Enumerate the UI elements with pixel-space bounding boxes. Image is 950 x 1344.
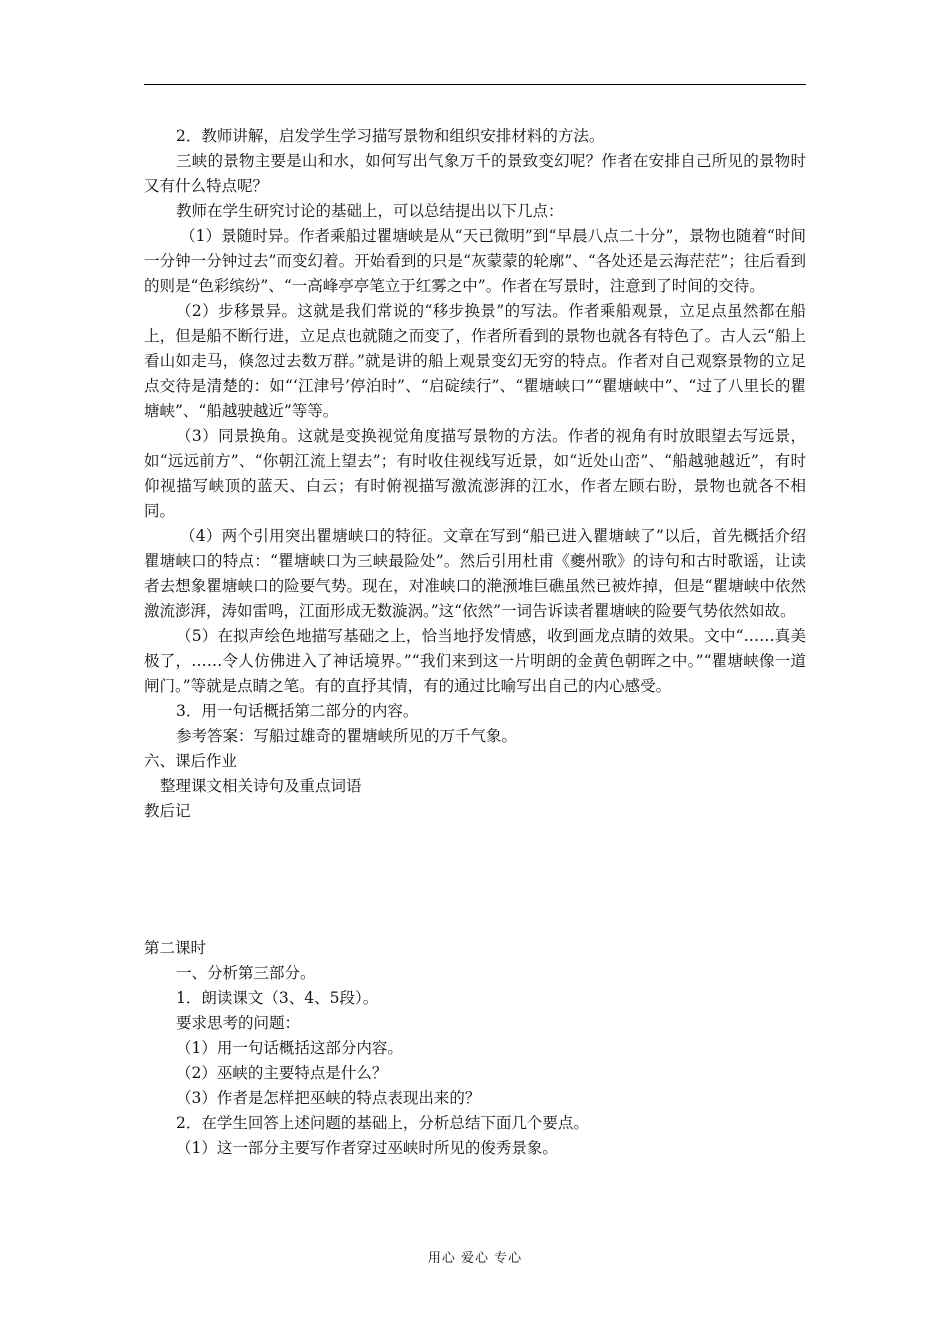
paragraph-point-5: （5）在拟声绘色地描写基础之上，恰当地抒发情感，收到画龙点睛的效果。文中“……真美极了，……令人仿佛进入了神话境界。”“我们来到这一片明朗的金黄色朝晖之中。”“瞿塘峡像一道闸门。”等就是点睛之笔。有的直抒其情，有的通过比喻写出自己的内心感受。 xyxy=(144,627,806,695)
question-2: （2）巫峡的主要特点是什么？ xyxy=(176,1064,388,1082)
paragraph-summary-intro: 教师在学生研究讨论的基础上，可以总结提出以下几点： xyxy=(176,202,564,220)
question-1: （1）用一句话概括这部分内容。 xyxy=(176,1039,403,1057)
paragraph-teacher-explain: 2．教师讲解，启发学生学习描写景物和组织安排材料的方法。 xyxy=(176,127,605,145)
line-questions-intro: 要求思考的问题： xyxy=(176,1014,301,1032)
page-footer: 用心 爱心 专心 xyxy=(427,1251,523,1266)
heading-homework: 六、课后作业 xyxy=(144,752,238,770)
document-body xyxy=(144,124,806,1161)
paragraph-task-3: 3．用一句话概括第二部分的内容。 xyxy=(176,702,419,720)
heading-second-lesson: 第二课时 xyxy=(144,939,207,957)
line-read-aloud: 1．朗读课文（3、4、5段）。 xyxy=(176,989,379,1007)
line-analyze-part-3: 一、分析第三部分。 xyxy=(176,964,316,982)
line-analysis-points: 2．在学生回答上述问题的基础上，分析总结下面几个要点。 xyxy=(176,1114,589,1132)
header-rule xyxy=(144,84,806,85)
homework-item: 整理课文相关诗句及重点词语 xyxy=(160,777,362,795)
paragraph-point-3: （3）同景换角。这就是变换视觉角度描写景物的方法。作者的视角有时放眼望去写远景，如“远远前方”、“你朝江流上望去”；有时收住视线写近景，如“近处山峦”、“船越驰越近”，有时仰视描写峡顶的蓝天、白云；有时俯视描写激流澎湃的江水，作者左顾右盼，景物也就各不相同。 xyxy=(144,427,806,520)
heading-teaching-notes: 教后记 xyxy=(144,802,191,820)
point-1-wu-gorge: （1）这一部分主要写作者穿过巫峡时所见的俊秀景象。 xyxy=(176,1139,558,1157)
paragraph-point-1: （1）景随时异。作者乘船过瞿塘峡是从“天已微明”到“早晨八点二十分”，景物也随着“时间一分钟一分钟过去”而变幻着。开始看到的只是“灰蒙蒙的轮廓”、“各处还是云海茫茫”；往后看到的则是“色彩缤纷”、“一高峰亭亭笔立于红雾之中”。作者在写景时，注意到了时间的交待。 xyxy=(144,227,806,295)
paragraph-question: 三峡的景物主要是山和水，如何写出气象万千的景致变幻呢？作者在安排自己所见的景物时又有什么特点呢？ xyxy=(144,152,806,195)
paragraph-reference-answer: 参考答案：写船过雄奇的瞿塘峡所见的万千气象。 xyxy=(176,727,518,745)
paragraph-point-4: （4）两个引用突出瞿塘峡口的特征。文章在写到“船已进入瞿塘峡了”以后，首先概括介绍瞿塘峡口的特点：“瞿塘峡口为三峡最险处”。然后引用杜甫《夔州歌》的诗句和古时歌谣，让读者去想象瞿塘峡口的险要气势。现在，对准峡口的滟滪堆巨礁虽然已被炸掉，但是“瞿塘峡中依然激流澎湃，涛如雷鸣，江面形成无数漩涡。”这“依然”一词告诉读者瞿塘峡的险要气势依然如故。 xyxy=(144,527,806,620)
question-3: （3）作者是怎样把巫峡的特点表现出来的？ xyxy=(176,1089,481,1107)
paragraph-point-2: （2）步移景异。这就是我们常说的“移步换景”的写法。作者乘船观景，立足点虽然都在船上，但是船不断行进，立足点也就随之而变了，作者所看到的景物也就各有特色了。古人云“船上看山如走马，倏忽过去数万群。”就是讲的船上观景变幻无穷的特点。作者对自己观察景物的立足点交待是清楚的：如“‘江津号’停泊时”、“启碇续行”、“瞿塘峡口”“瞿塘峡中”、“过了八里长的瞿塘峡”、“船越驶越近”等等。 xyxy=(144,302,806,420)
blank-space xyxy=(144,824,806,936)
